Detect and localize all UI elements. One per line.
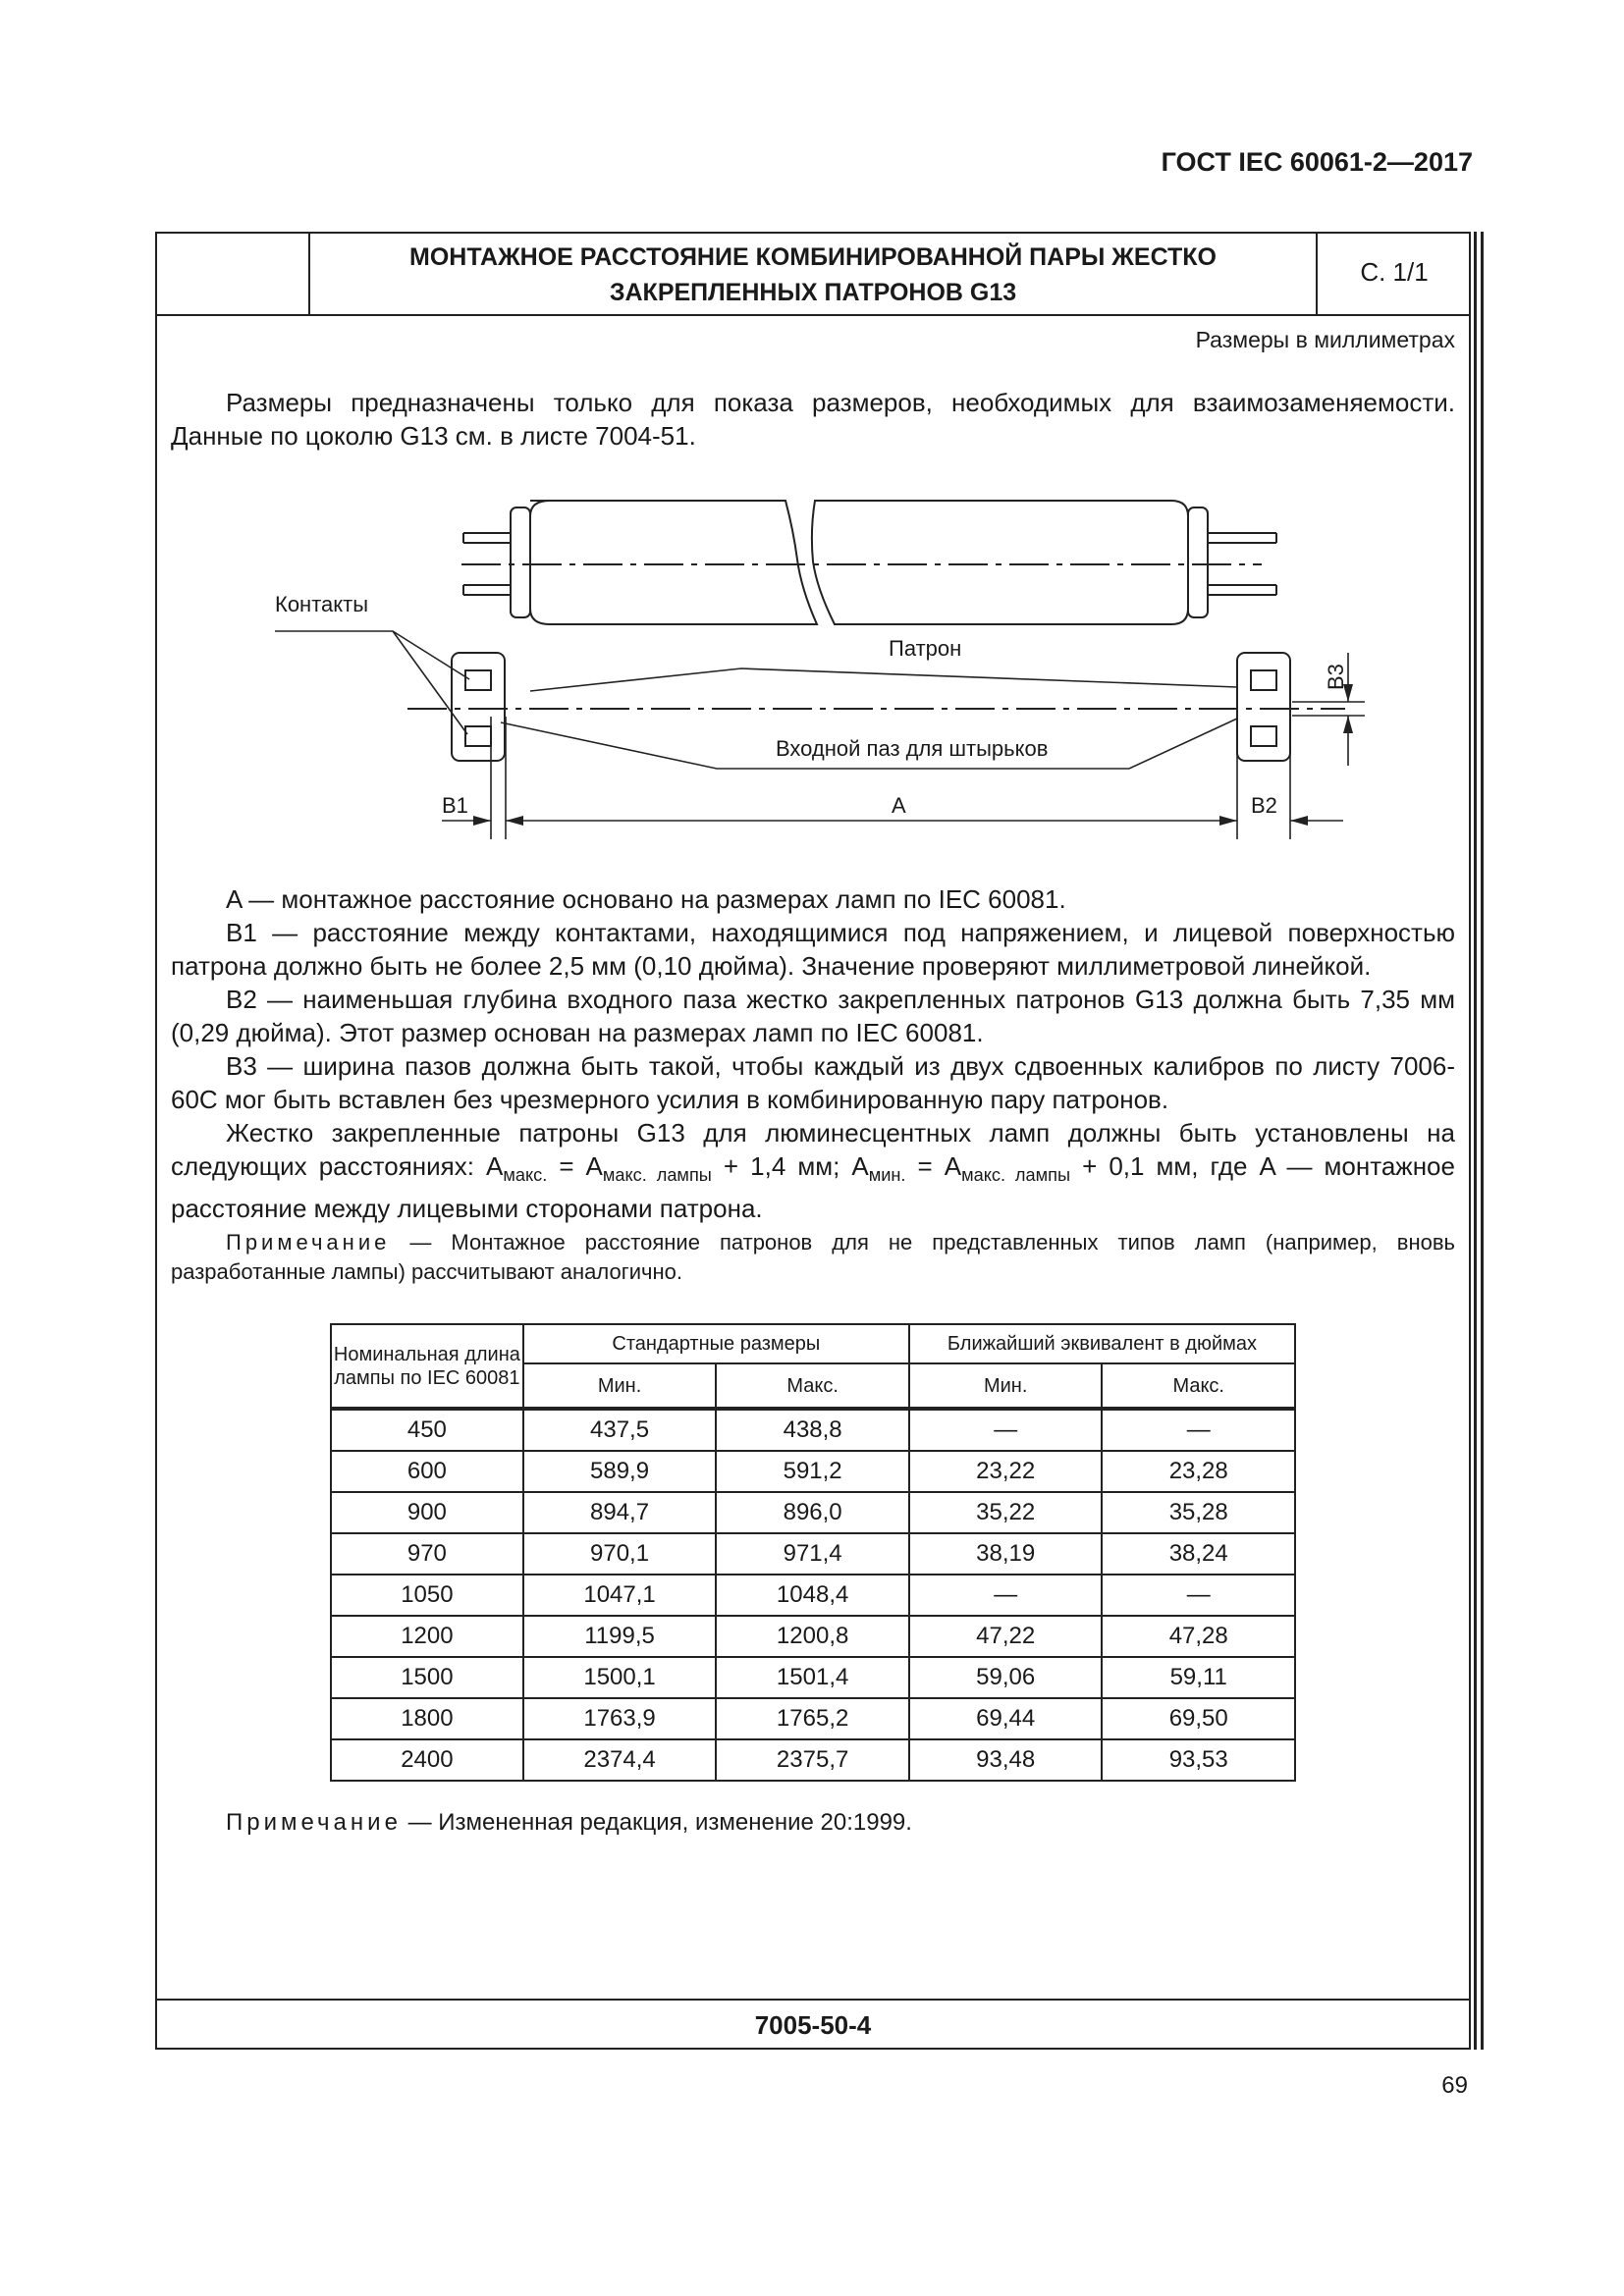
fixing-distances-paragraph: Жестко закрепленные патроны G13 для люминесцентных ламп должны быть установлены на следующих расстояниях: $A_{макс.} = A_{макс. лампы} + 1,4$ мм; $A_{мин.} = A_{макс. лампы} + 0,1$ мм, где A — монтажное расстояние между лицевыми сторонами патрона. [171, 1118, 1455, 1224]
table-cell: 1200 [331, 1616, 523, 1657]
header-divider [155, 314, 1471, 316]
table-cell: 1199,5 [523, 1616, 717, 1657]
label-b1: B1 [442, 793, 468, 818]
sheet-title [310, 240, 1316, 310]
col-group-standard: Стандартные размеры [523, 1324, 909, 1363]
sheet-title-line: МОНТАЖНОЕ РАССТОЯНИЕ КОМБИНИРОВАННОЙ ПАРЫ ЖЕСТКО [409, 243, 1217, 271]
label-b2: B2 [1251, 793, 1277, 818]
col-std-min: Мин. [523, 1363, 717, 1409]
table-cell: 589,9 [523, 1451, 717, 1492]
col-inch-min: Мин. [909, 1363, 1103, 1409]
table-cell: 1763,9 [523, 1698, 717, 1739]
footer-divider [155, 1999, 1471, 2001]
units-note: Размеры в миллиметрах [1195, 327, 1455, 352]
label-b3: B3 [1324, 664, 1348, 690]
holder-right [1237, 653, 1290, 761]
table-row [331, 1451, 1295, 1492]
table-cell: — [1102, 1409, 1295, 1451]
table-cell: 38,24 [1102, 1533, 1295, 1575]
table-cell: 900 [331, 1492, 523, 1533]
table-cell: 93,48 [909, 1739, 1103, 1781]
note-2: Примечание — Измененная редакция, изменение 20:1999. [226, 1809, 912, 1836]
label-holder: Патрон [889, 636, 962, 661]
table-row [331, 1616, 1295, 1657]
table-cell: 38,19 [909, 1533, 1103, 1575]
sheet-code: 7005-50-4 [754, 2010, 872, 2040]
table-row [331, 1492, 1295, 1533]
intro-paragraph: Размеры предназначены только для показа размеров, необходимых для взаимозаменяемости. Данные по цоколю G13 см. в листе 7004-51. [171, 388, 1455, 451]
table-cell: 970 [331, 1533, 523, 1575]
table-cell: 1500 [331, 1657, 523, 1698]
table-row [331, 1409, 1295, 1451]
table-row [331, 1698, 1295, 1739]
table-cell: 47,28 [1102, 1616, 1295, 1657]
sheet-title-line: ЗАКРЕПЛЕННЫХ ПАТРОНОВ G13 [609, 279, 1017, 306]
col-inch-max: Макс. [1102, 1363, 1295, 1409]
definition-a: A — монтажное расстояние основано на размерах ламп по IEC 60081. [226, 884, 1066, 914]
definition-b2: B2 — наименьшая глубина входного паза жестко закрепленных патронов G13 должна быть 7,35 мм (0,29 дюйма). Этот размер основан на размерах ламп по IEC 60081. [171, 985, 1455, 1047]
col-std-max: Макс. [716, 1363, 909, 1409]
table-cell: 1048,4 [716, 1575, 909, 1616]
leader-lines [275, 631, 1237, 769]
table-row [331, 1739, 1295, 1781]
table-cell: 1047,1 [523, 1575, 717, 1616]
lamp-holder-diagram [255, 471, 1365, 864]
table-cell: 896,0 [716, 1492, 909, 1533]
table-cell: 437,5 [523, 1409, 717, 1451]
table-cell: 35,28 [1102, 1492, 1295, 1533]
table-cell: 23,22 [909, 1451, 1103, 1492]
holder-left [452, 653, 505, 761]
table-cell: 450 [331, 1409, 523, 1451]
table-cell: 1765,2 [716, 1698, 909, 1739]
table-cell: 971,4 [716, 1533, 909, 1575]
definition-b1: B1 — расстояние между контактами, находящимися под напряжением, и лицевой поверхностью патрона должно быть не более 2,5 мм (0,10 дюйма). Значение проверяют миллиметровой линейкой. [171, 918, 1455, 981]
note-label: Примечание [226, 1809, 402, 1836]
table-cell: — [1102, 1575, 1295, 1616]
table-cell: 1050 [331, 1575, 523, 1616]
table-cell: 93,53 [1102, 1739, 1295, 1781]
col-group-inches: Ближайший эквивалент в дюймах [909, 1324, 1295, 1363]
table-cell: 970,1 [523, 1533, 717, 1575]
table-cell: — [909, 1575, 1103, 1616]
label-slot: Входной паз для штырьков [776, 736, 1049, 761]
table-cell: 438,8 [716, 1409, 909, 1451]
table-cell: 59,11 [1102, 1657, 1295, 1698]
table-cell: 47,22 [909, 1616, 1103, 1657]
table-cell: 1501,4 [716, 1657, 909, 1698]
table-cell: 591,2 [716, 1451, 909, 1492]
standard-designation: ГОСТ IEC 60061-2—2017 [1161, 147, 1473, 177]
col-nominal-length: Номинальная длина лампы по IEC 60081 [331, 1324, 523, 1409]
page-number: 69 [1441, 2072, 1468, 2099]
table-cell: 69,50 [1102, 1698, 1295, 1739]
label-contacts: Контакты [275, 592, 369, 616]
label-a: A [892, 793, 906, 818]
note-1: Примечание — Монтажное расстояние патронов для не представленных типов ламп (например, вновь разработанные лампы) рассчитывают аналогично. [171, 1230, 1455, 1284]
dimensions-table [330, 1323, 1296, 1782]
frame-edge-line [1474, 232, 1477, 2050]
table-cell: 1500,1 [523, 1657, 717, 1698]
sheet-number: С. 1/1 [1360, 257, 1429, 287]
table-cell: 2400 [331, 1739, 523, 1781]
lamp-tube [463, 501, 1276, 624]
table-cell: — [909, 1409, 1103, 1451]
table-cell: 2375,7 [716, 1739, 909, 1781]
table-cell: 894,7 [523, 1492, 717, 1533]
table-cell: 1800 [331, 1698, 523, 1739]
table-cell: 35,22 [909, 1492, 1103, 1533]
note-label: Примечание [226, 1230, 391, 1255]
table-cell: 600 [331, 1451, 523, 1492]
table-row [331, 1575, 1295, 1616]
frame-edge-line [1481, 232, 1484, 2050]
table-cell: 1200,8 [716, 1616, 909, 1657]
table-cell: 2374,4 [523, 1739, 717, 1781]
table-row [331, 1657, 1295, 1698]
table-cell: 69,44 [909, 1698, 1103, 1739]
table-row [331, 1533, 1295, 1575]
definition-b3: B3 — ширина пазов должна быть такой, чтобы каждый из двух сдвоенных калибров по листу 7006-60C мог быть вставлен без чрезмерного усилия в комбинированную пару патронов. [171, 1051, 1455, 1114]
table-cell: 23,28 [1102, 1451, 1295, 1492]
table-cell: 59,06 [909, 1657, 1103, 1698]
